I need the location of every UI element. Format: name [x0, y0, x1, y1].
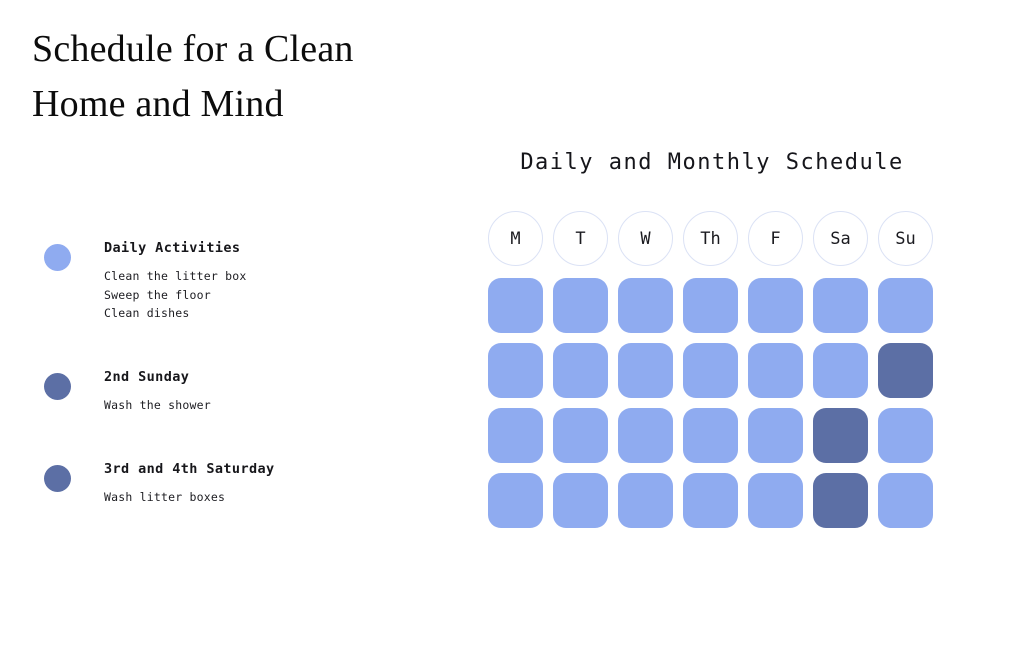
calendar-cell[interactable]: [813, 343, 868, 398]
legend-item: Clean dishes: [104, 306, 190, 321]
calendar-cell[interactable]: [553, 343, 608, 398]
legend-heading-daily: Daily Activities: [104, 240, 241, 256]
calendar-cell[interactable]: [488, 278, 543, 333]
calendar-cell[interactable]: [488, 343, 543, 398]
calendar-cell[interactable]: [553, 473, 608, 528]
calendar-cell[interactable]: [683, 343, 738, 398]
day-label-tuesday: T: [553, 211, 608, 266]
day-label-monday: M: [488, 211, 543, 266]
calendar-week-row: [488, 343, 936, 398]
legend-item: Clean the litter box: [104, 269, 247, 283]
calendar-week-row: [488, 408, 936, 463]
calendar-cell[interactable]: [748, 473, 803, 528]
calendar-week-row: [488, 473, 936, 528]
calendar-cell[interactable]: [813, 408, 868, 463]
calendar-cell[interactable]: [683, 278, 738, 333]
legend-group-third-fourth-saturday: [44, 461, 424, 507]
day-label-saturday: Sa: [813, 211, 868, 266]
day-label-wednesday: W: [618, 211, 673, 266]
calendar-cell[interactable]: [553, 408, 608, 463]
calendar-cell[interactable]: [748, 343, 803, 398]
legend-item: Wash litter boxes: [104, 489, 226, 504]
calendar-cell[interactable]: [618, 473, 673, 528]
calendar-day-header: [488, 211, 936, 266]
calendar-grid: [488, 278, 936, 528]
page-title: Schedule for a Clean Home and Mind: [32, 28, 354, 126]
calendar-cell[interactable]: [553, 278, 608, 333]
calendar-cell[interactable]: [683, 473, 738, 528]
calendar-cell[interactable]: [488, 473, 543, 528]
calendar-cell[interactable]: [878, 473, 933, 528]
calendar-cell[interactable]: [618, 343, 673, 398]
legend: [44, 240, 424, 552]
calendar-cell[interactable]: [813, 278, 868, 333]
calendar-cell[interactable]: [878, 343, 933, 398]
calendar-cell[interactable]: [813, 473, 868, 528]
calendar-week-row: [488, 278, 936, 333]
legend-swatch-second-sunday: [44, 373, 71, 400]
legend-swatch-daily: [44, 244, 71, 271]
legend-heading-second-sunday: 2nd Sunday: [104, 368, 190, 385]
calendar-title: Daily and Monthly Schedule: [520, 150, 904, 175]
legend-heading-third-fourth-saturday: 3rd and 4th Saturday: [104, 460, 275, 477]
calendar-cell[interactable]: [748, 278, 803, 333]
legend-swatch-third-fourth-saturday: [44, 465, 71, 492]
day-label-thursday: Th: [683, 211, 738, 266]
calendar-cell[interactable]: [488, 408, 543, 463]
calendar-cell[interactable]: [683, 408, 738, 463]
calendar-cell[interactable]: [748, 408, 803, 463]
day-label-friday: F: [748, 211, 803, 266]
calendar-cell[interactable]: [618, 278, 673, 333]
legend-group-daily: [44, 240, 424, 323]
calendar-cell[interactable]: [878, 278, 933, 333]
calendar: [488, 150, 936, 538]
legend-item: Sweep the floor: [104, 287, 211, 302]
calendar-cell[interactable]: [878, 408, 933, 463]
legend-group-second-sunday: [44, 369, 424, 415]
calendar-cell[interactable]: [618, 408, 673, 463]
day-label-sunday: Su: [878, 211, 933, 266]
legend-item: Wash the shower: [104, 397, 211, 412]
